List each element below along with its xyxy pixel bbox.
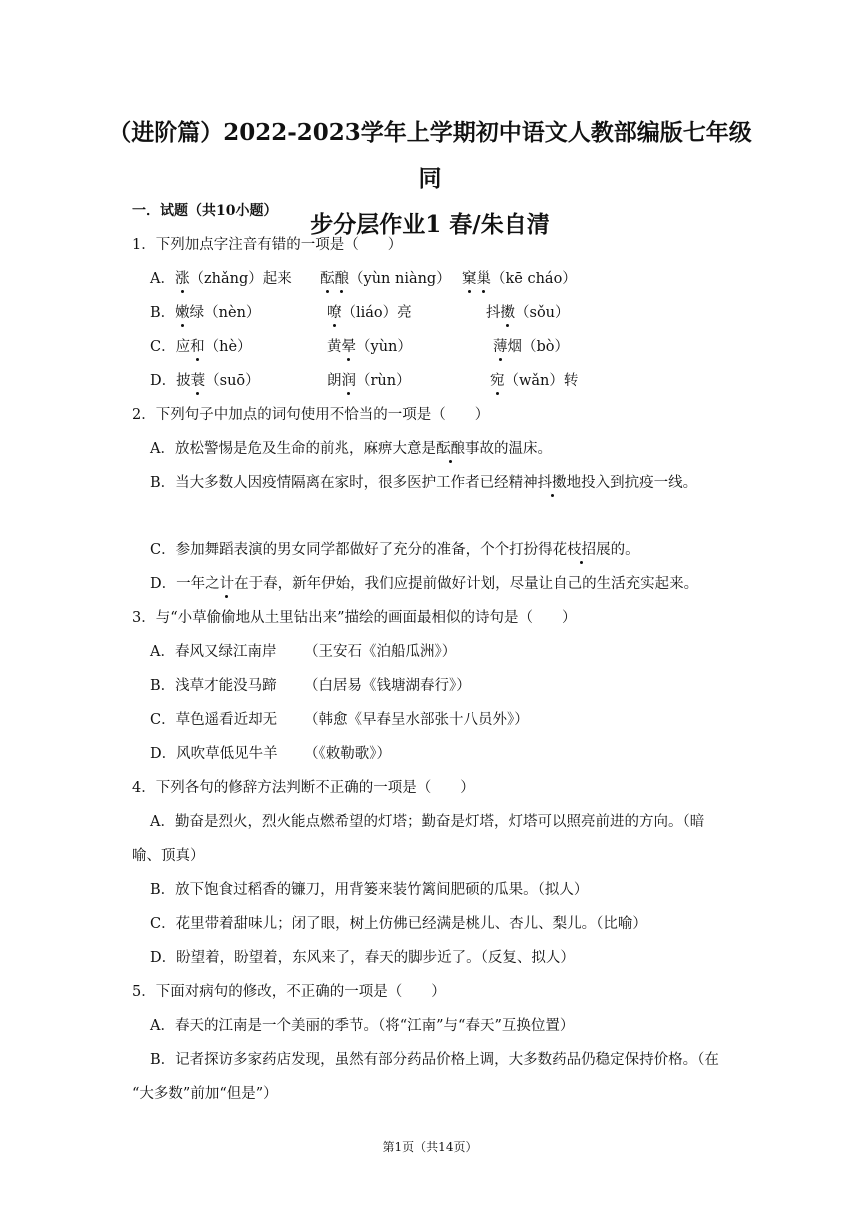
q1-option-d-1: D．披蓑（suō） (150, 373, 260, 389)
q2-option-d: D．一年之计在于春，新年伊始，我们应提前做好计划，尽量让自己的生活充实起来。 (150, 576, 699, 592)
q3-option-d: D．风吹草低见牛羊 (150, 746, 278, 762)
q1-option-c-1: C．应和（hè） (150, 339, 252, 355)
page-footer: 第1页（共14页） (382, 1140, 478, 1154)
q1-option-a-3: 窠巢（kē cháo） (462, 271, 577, 287)
q1-stem: 1．下列加点字注音有错的一项是（ ） (132, 237, 403, 253)
q1-option-a-2: 酝酿（yùn niàng） (320, 271, 451, 287)
q5-stem: 5．下面对病句的修改，不正确的一项是（ ） (132, 984, 446, 1000)
q5-option-b-cont: “大多数”前加“但是”） (132, 1086, 278, 1102)
q3-option-c-source: （韩愈《早春呈水部张十八员外》） (304, 712, 529, 728)
q4-option-c: C．花里带着甜味儿；闭了眼，树上仿佛已经满是桃儿、杏儿、梨儿。（比喻） (150, 916, 647, 932)
q1-option-b-1: B．嫩绿（nèn） (150, 305, 261, 321)
q4-option-b: B．放下饱食过稻香的镰刀，用背篓来装竹篱间肥硕的瓜果。（拟人） (150, 882, 589, 898)
title-line-2: 步分层作业1 春/朱自清 (310, 211, 550, 238)
q4-option-d: D．盼望着，盼望着，东风来了，春天的脚步近了。（反复、拟人） (150, 950, 575, 966)
q1-option-d-2: 朗润（rùn） (327, 373, 411, 389)
q4-option-a: A．勤奋是烈火，烈火能点燃希望的灯塔；勤奋是灯塔，灯塔可以照亮前进的方向。（暗 (150, 814, 705, 830)
q1-option-c-2: 黄晕（yùn） (327, 339, 412, 355)
section-heading: 一．试题（共10小题） (132, 203, 278, 219)
q1-option-b-3: 抖擞（sǒu） (486, 305, 570, 321)
q5-option-a: A．春天的江南是一个美丽的季节。（将“江南”与“春天”互换位置） (150, 1018, 575, 1034)
q3-stem: 3．与“小草偷偷地从土里钻出来”描绘的画面最相似的诗句是（ ） (132, 610, 577, 626)
q2-stem: 2．下列句子中加点的词句使用不恰当的一项是（ ） (132, 407, 490, 423)
q4-stem: 4．下列各句的修辞方法判断不正确的一项是（ ） (132, 780, 475, 796)
q3-option-d-source: （《敕勒歌》） (304, 746, 391, 762)
q1-option-a-1: A．涨（zhǎng）起来 (150, 271, 292, 287)
q3-option-b: B．浅草才能没马蹄 (150, 678, 277, 694)
q3-option-b-source: （白居易《钱塘湖春行》） (304, 678, 471, 694)
q1-option-b-2: 嘹（liáo）亮 (327, 305, 412, 321)
title-line-1: （进阶篇）2022-2023学年上学期初中语文人教部编版七年级同 (108, 119, 752, 192)
document-title (100, 110, 760, 248)
q1-option-c-3: 薄烟（bò） (493, 339, 570, 355)
q5-option-b: B．记者探访多家药店发现，虽然有部分药品价格上调，大多数药品仍稳定保持价格。（在 (150, 1052, 719, 1068)
q4-option-a-cont: 喻、顶真） (132, 848, 205, 864)
q2-option-b: B．当大多数人因疫情隔离在家时，很多医护工作者已经精神抖擞地投入到抗疫一线。 (150, 475, 698, 491)
q3-option-a: A．春风又绿江南岸 (150, 644, 277, 660)
q2-option-a: A．放松警惕是危及生命的前兆，麻痹大意是酝酿事故的温床。 (150, 441, 552, 457)
q3-option-a-source: （王安石《泊船瓜洲》） (304, 644, 457, 660)
q2-option-c: C．参加舞蹈表演的男女同学都做好了充分的准备，个个打扮得花枝招展的。 (150, 542, 640, 558)
q1-option-d-3: 宛（wǎn）转 (490, 373, 579, 389)
q3-option-c: C．草色遥看近却无 (150, 712, 278, 728)
